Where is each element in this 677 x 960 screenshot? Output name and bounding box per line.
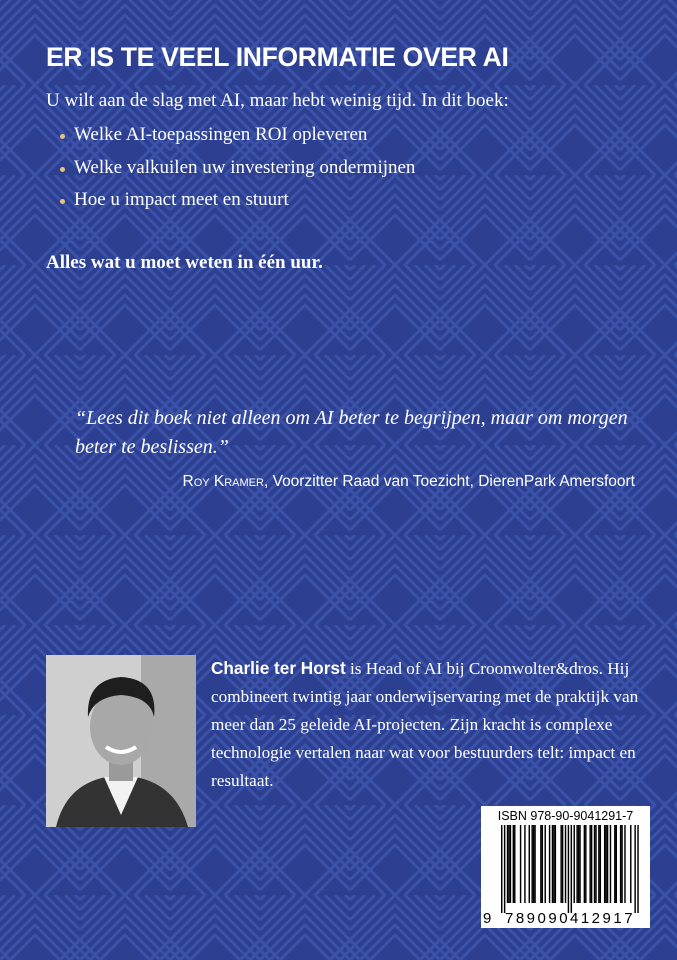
barcode-bar xyxy=(630,825,631,903)
barcode-bar xyxy=(507,825,508,903)
barcode-bar xyxy=(591,825,592,903)
barcode-bar xyxy=(542,825,543,903)
barcode-bar xyxy=(514,825,515,903)
barcode-bar xyxy=(533,825,534,903)
barcode-bar xyxy=(531,825,532,903)
tagline: Alles wat u moet weten in één uur. xyxy=(46,252,323,273)
barcode-bar xyxy=(513,825,514,903)
testimonial-quote: “Lees dit boek niet alleen om AI beter te begrijpen, maar om morgen beter te beslissen.” xyxy=(75,407,628,458)
barcode-bar xyxy=(571,825,572,913)
isbn-barcode xyxy=(481,806,650,928)
barcode-bar xyxy=(595,825,596,903)
barcode-bar xyxy=(540,825,541,903)
barcode-bar xyxy=(553,825,554,903)
barcode-bar xyxy=(578,825,579,903)
bullet-dot-icon xyxy=(60,199,65,204)
bio-text: is Head of AI bij Croonwolter&dros. Hij combineert twintig jaar onderwijservaring met de praktijk van meer dan 25 geleide AI-projecten. Zijn kracht is complexe technologie vertalen naar wat voor bestuurders telt: impact en resultaat. xyxy=(211,659,639,790)
barcode-bar xyxy=(510,825,511,903)
barcode-bar xyxy=(552,825,553,903)
barcode-bar xyxy=(610,825,611,903)
barcode-bar xyxy=(637,825,638,913)
barcode-bar xyxy=(621,825,622,903)
barcode-bar xyxy=(545,825,546,903)
bullet-list xyxy=(60,124,415,222)
barcode-bar xyxy=(520,825,521,903)
barcode-bar xyxy=(620,825,621,903)
barcode-bar xyxy=(565,825,566,903)
barcode-bar xyxy=(555,825,556,903)
heading: ER IS TE VEEL INFORMATIE OVER AI xyxy=(46,42,509,72)
barcode-bar xyxy=(584,825,585,903)
barcode-bar xyxy=(624,825,625,903)
barcode-bars xyxy=(487,825,644,913)
barcode-digits-left: 789090 xyxy=(505,910,571,927)
bullet-dot-icon xyxy=(60,167,65,172)
bullet-dot-icon xyxy=(60,134,65,139)
barcode-bar xyxy=(562,825,563,903)
isbn-label: ISBN 978-90-9041291-7 xyxy=(497,809,634,823)
barcode-bar xyxy=(534,825,535,903)
barcode-bar xyxy=(600,825,601,903)
barcode-bar xyxy=(524,825,525,903)
barcode-bar xyxy=(634,825,635,913)
barcode-bar xyxy=(616,825,617,903)
barcode-bar xyxy=(585,825,586,903)
barcode-digits-right: 412917 xyxy=(570,910,636,927)
barcode-bar xyxy=(605,825,606,903)
barcode-bar xyxy=(598,825,599,903)
barcode-bar xyxy=(574,825,575,903)
bullet-item: Hoe u impact meet en stuurt xyxy=(60,189,415,222)
author-name: Charlie ter Horst xyxy=(211,658,346,678)
barcode-bar xyxy=(614,825,615,903)
intro-text: U wilt aan de slag met AI, maar hebt weinig tijd. In dit boek: xyxy=(46,90,509,111)
author-photo xyxy=(46,655,196,827)
barcode-bar xyxy=(604,825,605,903)
quote-attribution xyxy=(183,473,636,491)
quote-role: , Voorzitter Raad van Toezicht, DierenPark Amersfoort xyxy=(263,473,635,490)
barcode-bar xyxy=(576,825,577,903)
barcode-bar xyxy=(589,825,590,903)
barcode-bar xyxy=(568,825,569,913)
barcode-bar xyxy=(607,825,608,903)
barcode-digit-first: 9 xyxy=(483,910,492,927)
bullet-item: Welke AI-toepassingen ROI opleveren xyxy=(60,124,415,157)
barcode-bar xyxy=(594,825,595,903)
quote-author: Roy Kramer xyxy=(182,473,264,490)
bullet-item: Welke valkuilen uw investering ondermijnen xyxy=(60,157,415,190)
barcode-bar xyxy=(508,825,509,903)
barcode-bar xyxy=(504,825,505,913)
barcode-bar xyxy=(579,825,580,903)
barcode-bar xyxy=(501,825,502,913)
barcode-bar xyxy=(560,825,561,903)
barcode-bar xyxy=(529,825,530,903)
author-bio xyxy=(211,654,651,795)
barcode-bar xyxy=(549,825,550,903)
